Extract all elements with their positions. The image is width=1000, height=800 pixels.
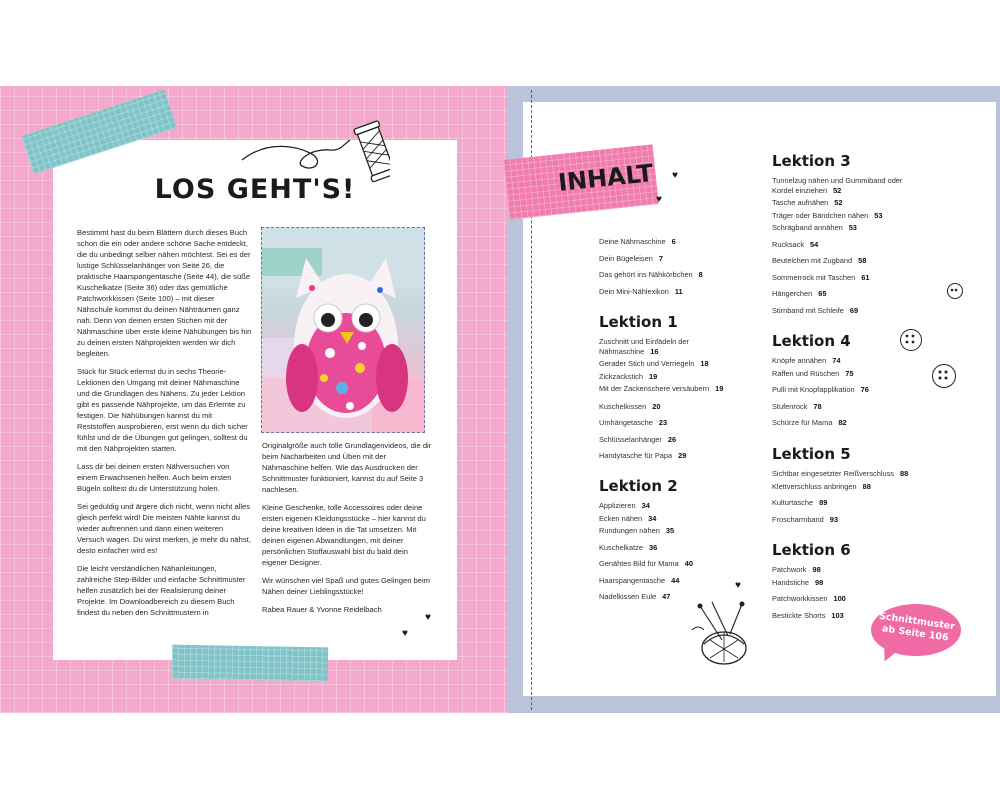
toc-entry[interactable]: Kuschelkissen 20 <box>599 401 661 411</box>
paragraph: Die leicht verständlichen Nähanleitungen, zahlreiche Step-Bilder und einfache Schnittmuster helfen zusätzlich bei der Realisierung deiner Projekte. Im Downloadbereich zu diesem Buch findest du neben den Schnittmustern in <box>77 564 246 617</box>
lektion-6-heading: Lektion 6 <box>772 541 851 559</box>
toc-entry[interactable]: Hängerchen 65 <box>772 289 827 298</box>
toc-entry[interactable]: Deine Nähmaschine 6 <box>599 237 676 246</box>
toc-entry[interactable]: Dein Mini-Nählexikon 11 <box>599 286 683 296</box>
heart-icon: ♥ <box>402 628 408 639</box>
toc-entry[interactable]: Mit der Zackenschere versäubern 19 <box>599 384 724 393</box>
toc-entry[interactable]: Rucksack 54 <box>772 239 819 249</box>
toc-lektion-2 <box>599 501 693 605</box>
toc-entry[interactable]: Stirnband mit Schleife 69 <box>772 305 859 315</box>
toc-entry[interactable]: Genähtes Bild für Mama 40 <box>599 559 693 568</box>
toc-entry[interactable]: Tasche aufnähen 52 <box>772 198 843 207</box>
toc-intro <box>599 237 703 299</box>
pincushion-doodle-icon <box>690 600 752 672</box>
toc-entry[interactable]: Das gehört ins Nähkörbchen 8 <box>599 270 703 279</box>
toc-entry[interactable]: Kulturtasche 89 <box>772 498 828 507</box>
toc-lektion-4 <box>772 356 869 431</box>
paragraph: Sei geduldig und ärgere dich nicht, wenn nicht alles gleich perfekt wird! Die meisten Nähte kannst du wieder auftrennen und dann einen weiteren Versuch wagen. Du wirst merken, je mehr du nähst, desto einfacher wird es! <box>77 502 251 555</box>
toc-entry[interactable]: Nadelkissen Eule 47 <box>599 592 671 601</box>
button-holes-icon <box>932 364 954 386</box>
toc-entry[interactable]: Rundungen nähen 35 <box>599 526 675 535</box>
toc-entry[interactable]: Tunnelzug nähen und Gummiband oder Kordel einziehen 52 <box>772 176 903 195</box>
heart-icon: ♥ <box>735 580 741 591</box>
toc-lektion-1 <box>599 337 749 464</box>
toc-entry[interactable]: Umhängetasche 23 <box>599 418 668 427</box>
toc-entry[interactable]: Kuschelkatze 36 <box>599 542 658 552</box>
toc-entry[interactable]: Patchworkkissen 100 <box>772 594 846 603</box>
paragraph: Bestimmt hast du beim Blättern durch dieses Buch schon die ein oder andere schöne Sache entdeckt, die du unbedingt selber nähen möchtest. Sei es der lustige Schlüsselanhänger von Seite 26, die praktische Haarspangentasche (Seite 44), die süße Kuschelkatze (Seite 36) oder das gemütliche Patchworkkissen (Seite 100) – mit dieser Nähschule kommst du deinen Nähträumen ganz nah. Denn von deinen ersten Stichen mit der Nähmaschine über erste kleine Nähübungen bis hin zu deinen ersten Nähprojekten werden wir dich begleiten. <box>77 228 252 358</box>
toc-entry[interactable]: Gerader Stich und Verriegeln 18 <box>599 359 709 368</box>
toc-entry[interactable]: Pulli mit Knopfapplikation 76 <box>772 385 869 394</box>
toc-entry[interactable]: Patchwork 98 <box>772 565 821 574</box>
toc-entry[interactable]: Sichtbar eingesetzter Reißverschluss 88 <box>772 469 909 478</box>
toc-lektion-6 <box>772 565 846 623</box>
pattern-note: Schnittmuster ab Seite 106 <box>878 610 956 644</box>
button-holes-icon <box>947 283 961 297</box>
contents-title: INHALT <box>556 159 655 197</box>
toc-lektion-3 <box>772 176 907 318</box>
toc-entry[interactable]: Schrägband annähen 53 <box>772 223 857 232</box>
heart-icon: ♥ <box>672 170 678 181</box>
washi-tape-bottom <box>172 645 329 682</box>
heart-icon: ♥ <box>425 612 431 623</box>
toc-entry[interactable]: Stufenrock 78 <box>772 401 822 411</box>
paragraph: Stück für Stück erlernst du in sechs Theorie-Lektionen den Umgang mit deiner Nähmaschine und die Grundlagen des Nähens. Zu jeder Lektion gibt es passende Nähprojekte, um das Erlernte zu festigen. Die Nähübungen kannst du mit Reststoffen ausprobieren, erst wenn du dich sicher fühlst und dir die Übungen gut gelingen, solltest du mit den Nähprojekten starten. <box>77 367 248 453</box>
toc-entry[interactable]: Beutelchen mit Zugband 58 <box>772 256 867 265</box>
toc-entry[interactable]: Froscharmband 93 <box>772 514 838 524</box>
toc-entry[interactable]: Klettverschluss anbringen 88 <box>772 481 871 491</box>
paragraph: Kleine Geschenke, tolle Accessoires oder deine ersten eigenen Kleidungsstücke – hier kannst du deine kreativen Ideen in die Tat umsetzen. Mit deinen eigenen Abwandlungen, mit deiner persönlichen Stoffauswahl bist du bald dein eigener Designer. <box>262 503 426 567</box>
toc-entry[interactable]: Knöpfe annähen 74 <box>772 356 841 365</box>
lektion-2-heading: Lektion 2 <box>599 477 678 495</box>
toc-entry[interactable]: Dein Bügeleisen 7 <box>599 253 663 263</box>
lektion-1-heading: Lektion 1 <box>599 313 678 331</box>
lektion-4-heading: Lektion 4 <box>772 332 851 350</box>
toc-entry[interactable]: Bestickte Shorts 103 <box>772 610 844 620</box>
toc-entry[interactable]: Schlüsselanhänger 26 <box>599 434 677 444</box>
lektion-3-heading: Lektion 3 <box>772 152 851 170</box>
toc-entry[interactable]: Schürze für Mama 82 <box>772 418 847 427</box>
toc-entry[interactable]: Handytasche für Papa 29 <box>599 451 687 460</box>
toc-entry[interactable]: Zuschnitt und Einfädeln der Nähmaschine 16 <box>599 337 689 356</box>
paragraph: Originalgröße auch tolle Grundlagenvideos, die dir beim Nacharbeiten und Üben mit der Nähmaschine helfen. Wie das Ausdrucken der Schnittmuster funktioniert, kannst du auf Seite 3 nachlesen. <box>262 441 432 494</box>
button-holes-icon <box>900 329 920 349</box>
page-title: LOS GEHT'S! <box>154 174 356 205</box>
heart-icon: ♥ <box>656 194 662 205</box>
owl-pincushion-photo <box>261 227 425 433</box>
author-signature: Rabea Rauer & Yvonne Reidelbach <box>262 605 382 614</box>
toc-entry[interactable]: Raffen und Rüschen 75 <box>772 368 854 378</box>
paragraph: Lass dir bei deinen ersten Nähversuchen von einem Erwachsenen helfen. Auch beim ersten Bügeln solltest du dir Unterstützung holen. <box>77 462 232 493</box>
toc-entry[interactable]: Zickzackstich 19 <box>599 371 658 381</box>
toc-entry[interactable]: Haarspangentasche 44 <box>599 575 680 585</box>
paragraph: Wir wünschen viel Spaß und gutes Gelingen beim Nähen deiner Lieblingsstücke! <box>262 576 430 596</box>
toc-entry[interactable]: Sommerrock mit Taschen 61 <box>772 272 870 282</box>
body-column-2 <box>262 440 432 622</box>
toc-entry[interactable]: Träger oder Bändchen nähen 53 <box>772 210 883 220</box>
toc-lektion-5 <box>772 469 908 527</box>
body-column-1 <box>77 227 252 625</box>
toc-entry[interactable]: Ecken nähen 34 <box>599 513 657 523</box>
toc-entry[interactable]: Applizieren 34 <box>599 501 650 510</box>
lektion-5-heading: Lektion 5 <box>772 445 851 463</box>
toc-entry[interactable]: Handstiche 98 <box>772 577 824 587</box>
